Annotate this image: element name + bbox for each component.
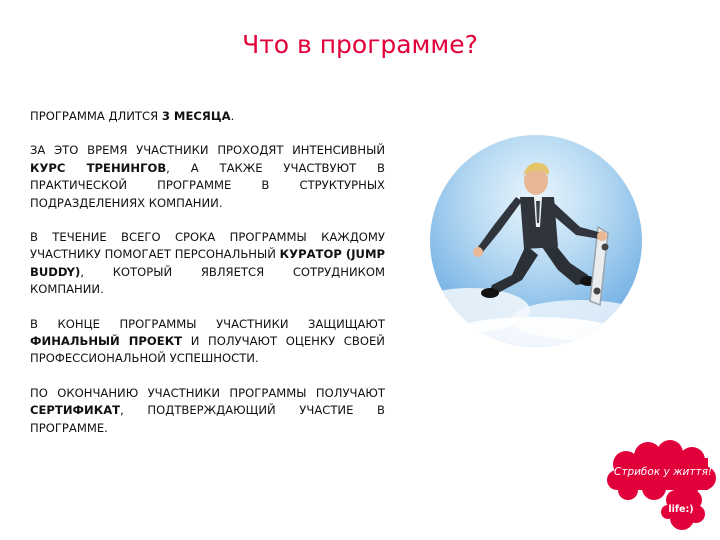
highlight-certificate: СЕРТИФИКАТ [30,403,121,418]
text-segment: И ПОЛУЧАЮТ ОЦЕНКУ СВОЕЙ ПРОФЕССИОНАЛЬНОЙ УСПЕШНОСТИ. [30,334,385,366]
logo-cloud-shape [606,438,716,533]
text-segment: В ТЕЧЕНИЕ ВСЕГО СРОКА ПРОГРАММЫ КАЖДОМУ УЧАСТНИКУ ПОМОГАЕТ ПЕРСОНАЛЬНЫЙ [30,230,385,262]
text-segment: В КОНЦЕ ПРОГРАММЫ УЧАСТНИКИ ЗАЩИЩАЮТ [30,316,385,331]
paragraph-final-project [30,316,385,368]
highlight-final-project: ФИНАЛЬНЫЙ ПРОЕКТ [30,334,183,349]
paragraph-duration [30,108,385,125]
jumping-businessman-photo [430,135,642,347]
text-segment: , КОТОРЫЙ ЯВЛЯЕТСЯ СОТРУДНИКОМ КОМПАНИИ. [30,264,385,297]
highlight-training-course: КУРС ТРЕНИНГОВ [30,160,167,175]
businessman-illustration [430,135,642,347]
program-description [30,108,385,437]
text-segment: . [230,109,235,123]
text-segment: ПО ОКОНЧАНИЮ УЧАСТНИКИ ПРОГРАММЫ ПОЛУЧАЮТ [30,385,385,400]
paragraph-trainings [30,142,385,212]
text-segment: ЗА ЭТО ВРЕМЯ УЧАСТНИКИ ПРОХОДЯТ ИНТЕНСИВНЫЙ [30,143,385,158]
text-segment: , А ТАКЖЕ УЧАСТВУЮТ В ПРАКТИЧЕСКОЙ ПРОГРАММЕ В СТРУКТУРНЫХ ПОДРАЗДЕЛЕНИЯХ КОМПАНИИ. [30,160,385,210]
text-segment: , ПОДТВЕРЖДАЮЩИЙ УЧАСТИЕ В ПРОГРАММЕ. [30,403,385,435]
logo-brand: life:) [668,504,694,515]
highlight-curator: КУРАТОР (JUMP BUDDY) [30,247,385,279]
slide-title: Что в программе? [242,30,478,59]
life-logo [606,438,716,533]
highlight-duration: 3 МЕСЯЦА [161,109,231,123]
text-segment: ПРОГРАММА ДЛИТСЯ [30,109,162,123]
paragraph-curator [30,229,385,299]
paragraph-certificate [30,385,385,437]
logo-slogan: Стрибок у життя! [614,466,713,478]
